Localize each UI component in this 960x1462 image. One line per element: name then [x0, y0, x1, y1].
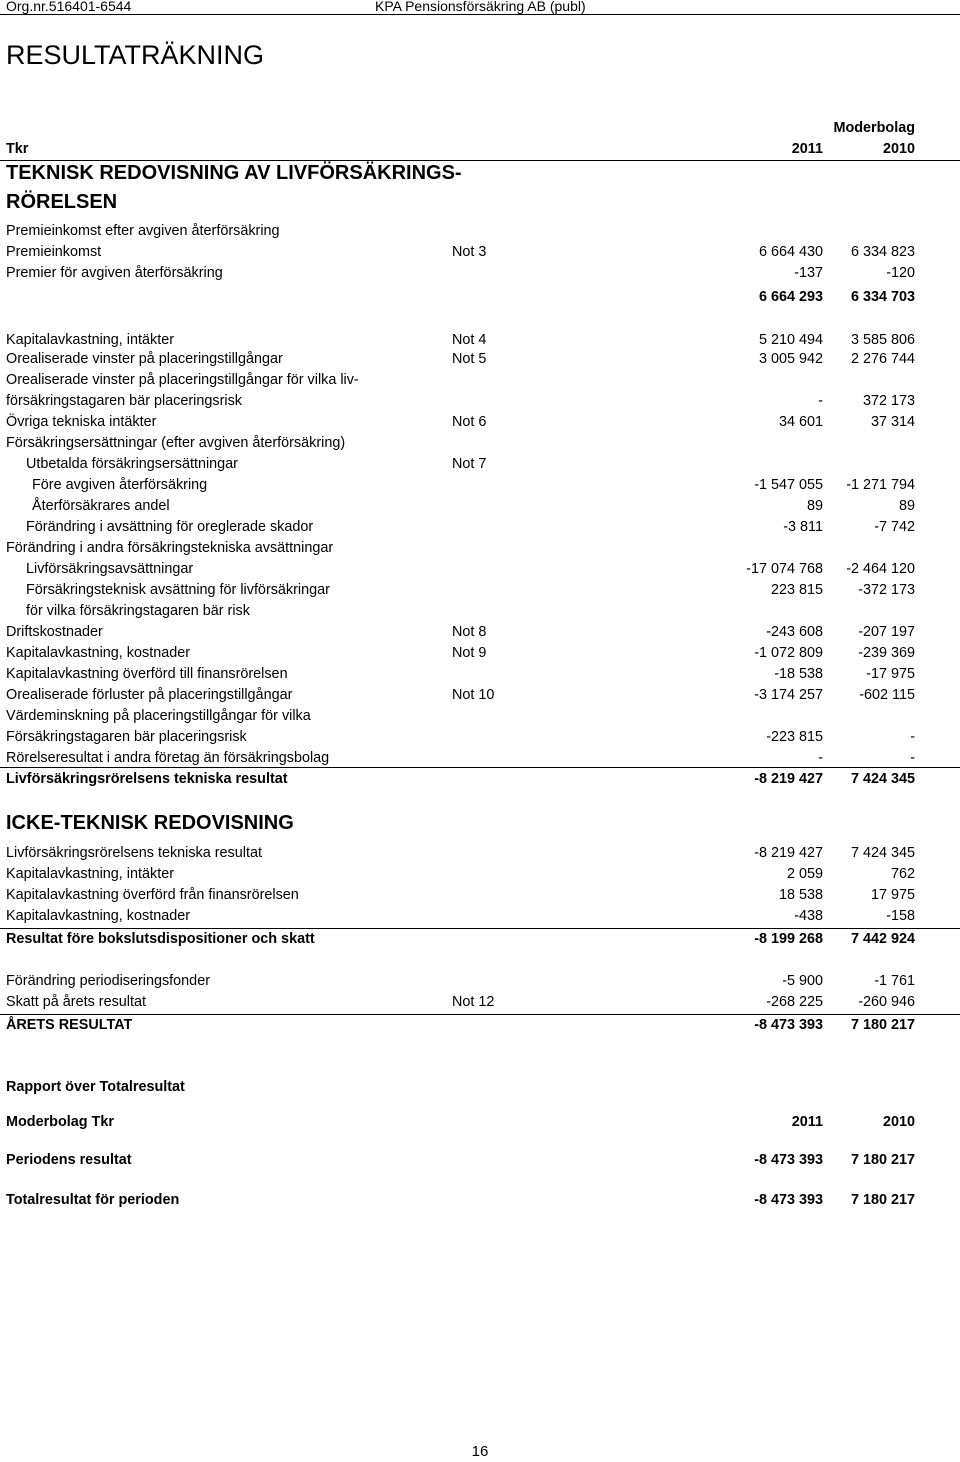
value-2011: -3 811 — [783, 519, 823, 535]
column-group-header — [0, 118, 960, 139]
value-2011: -8 219 427 — [754, 771, 823, 787]
row-label: ÅRETS RESULTAT — [6, 1017, 133, 1033]
row-label: Livförsäkringsrörelsens tekniska resultat — [6, 845, 262, 861]
value-2010: 2010 — [882, 1114, 915, 1130]
value-2011: -3 174 257 — [754, 687, 823, 703]
value-2010: -602 115 — [859, 687, 915, 703]
row-label: Kapitalavkastning överförd från finansrörelsen — [6, 887, 299, 903]
row-note: Not 5 — [452, 351, 487, 367]
value-2011: 3 005 942 — [758, 351, 823, 367]
row-label: Kapitalavkastning, intäkter — [6, 332, 174, 348]
table-row — [0, 1112, 960, 1133]
table-row — [0, 559, 960, 580]
table-row — [0, 580, 960, 601]
org-number: Org.nr.516401-6544 — [6, 0, 132, 14]
row-note: Not 4 — [452, 332, 487, 348]
table-row — [0, 330, 960, 351]
row-label: Orealiserade förluster på placeringstillgångar — [6, 687, 293, 703]
value-2010: -2 464 120 — [846, 561, 915, 577]
table-row — [0, 1150, 960, 1171]
row-note: Not 10 — [452, 687, 495, 703]
value-2010: -260 946 — [858, 994, 915, 1010]
table-row — [0, 885, 960, 906]
pretax-rule — [0, 928, 960, 929]
table-row — [0, 538, 960, 559]
company-name: KPA Pensionsförsäkring AB (publ) — [375, 0, 586, 14]
value-2011: -8 473 393 — [754, 1192, 823, 1208]
value-2011: -5 900 — [782, 973, 823, 989]
column-header-row — [0, 139, 960, 160]
value-2010: - — [910, 729, 915, 745]
value-2011: -8 473 393 — [754, 1152, 823, 1168]
row-label: Premier för avgiven återförsäkring — [6, 265, 223, 281]
table-row — [0, 601, 960, 622]
year-2010-header: 2010 — [882, 141, 915, 157]
table-row — [0, 496, 960, 517]
section-title-non-technical: ICKE-TEKNISK REDOVISNING — [6, 812, 294, 834]
value-2011: -8 199 268 — [754, 931, 823, 947]
value-2011: 34 601 — [778, 414, 823, 430]
value-2011: -243 608 — [766, 624, 823, 640]
value-2010: -158 — [886, 908, 915, 924]
value-2010: 7 180 217 — [850, 1192, 915, 1208]
value-2010: 762 — [890, 866, 915, 882]
column-group-label: Moderbolag — [833, 120, 915, 136]
row-label: Driftskostnader — [6, 624, 103, 640]
row-label: försäkringstagaren bär placeringsrisk — [6, 393, 242, 409]
row-label: Premieinkomst efter avgiven återförsäkring — [6, 223, 280, 239]
row-label: Skatt på årets resultat — [6, 994, 146, 1010]
row-label: Kapitalavkastning, kostnader — [6, 645, 190, 661]
row-label: Förändring i avsättning för oreglerade skador — [26, 519, 314, 535]
value-2010: -1 271 794 — [846, 477, 915, 493]
table-row — [0, 475, 960, 496]
value-2011: -1 072 809 — [754, 645, 823, 661]
row-label: för vilka försäkringstagaren bär risk — [26, 603, 250, 619]
table-row — [0, 643, 960, 664]
value-2011: -8 219 427 — [754, 845, 823, 861]
value-2011: - — [818, 393, 823, 409]
value-2010: 7 442 924 — [850, 931, 915, 947]
technical-total-rule — [0, 767, 960, 768]
value-2010: 17 975 — [870, 887, 915, 903]
table-row — [0, 864, 960, 885]
row-note: Not 9 — [452, 645, 487, 661]
row-label: Periodens resultat — [6, 1152, 132, 1168]
row-label: Försäkringstagaren bär placeringsrisk — [6, 729, 247, 745]
value-2010: -1 761 — [874, 973, 915, 989]
table-row — [0, 622, 960, 643]
table-row — [0, 1077, 960, 1098]
table-row — [0, 412, 960, 433]
value-2010: 89 — [898, 498, 915, 514]
page-title: RESULTATRÄKNING — [6, 40, 265, 70]
value-2011: -137 — [794, 265, 823, 281]
table-row — [0, 287, 960, 308]
row-label: Rapport över Totalresultat — [6, 1079, 185, 1095]
row-label: Kapitalavkastning överförd till finansrörelsen — [6, 666, 288, 682]
value-2011: 2011 — [791, 1114, 823, 1130]
table-row — [0, 748, 960, 769]
section-title-technical-line2: RÖRELSEN — [6, 191, 118, 213]
table-row — [0, 843, 960, 864]
value-2010: 3 585 806 — [850, 332, 915, 348]
value-2010: 372 173 — [862, 393, 915, 409]
page-number: 16 — [471, 1443, 489, 1460]
table-row — [0, 454, 960, 475]
value-2010: 6 334 703 — [850, 289, 915, 305]
row-label: Kapitalavkastning, intäkter — [6, 866, 174, 882]
value-2011: -17 074 768 — [746, 561, 823, 577]
value-2011: 6 664 293 — [758, 289, 823, 305]
value-2010: 7 180 217 — [850, 1152, 915, 1168]
value-2011: 18 538 — [778, 887, 823, 903]
net-result-rule — [0, 1014, 960, 1015]
table-row — [0, 906, 960, 927]
value-2011: 2 059 — [786, 866, 823, 882]
table-row — [0, 685, 960, 706]
value-2011: 89 — [806, 498, 823, 514]
row-label: Totalresultat för perioden — [6, 1192, 180, 1208]
row-label: Försäkringsteknisk avsättning för livförsäkringar — [26, 582, 330, 598]
table-row — [0, 992, 960, 1013]
row-label: Försäkringsersättningar (efter avgiven återförsäkring) — [6, 435, 346, 451]
value-2011: -8 473 393 — [754, 1017, 823, 1033]
row-label: Livförsäkringsrörelsens tekniska resultat — [6, 771, 288, 787]
value-2010: -372 173 — [858, 582, 915, 598]
table-row — [0, 349, 960, 370]
value-2010: 7 180 217 — [850, 1017, 915, 1033]
value-2011: -438 — [794, 908, 823, 924]
value-2010: -7 742 — [874, 519, 915, 535]
unit-label: Tkr — [6, 141, 29, 157]
row-label: Före avgiven återförsäkring — [32, 477, 208, 493]
table-row — [0, 706, 960, 727]
table-row — [0, 370, 960, 391]
value-2010: 6 334 823 — [850, 244, 915, 260]
row-label: Premieinkomst — [6, 244, 102, 260]
value-2011: -18 538 — [774, 666, 823, 682]
value-2010: 7 424 345 — [850, 845, 915, 861]
value-2011: 223 815 — [770, 582, 823, 598]
table-row — [0, 1190, 960, 1211]
table-row — [0, 391, 960, 412]
value-2010: 37 314 — [870, 414, 915, 430]
row-label: Rörelseresultat i andra företag än försäkringsbolag — [6, 750, 330, 766]
row-label: Orealiserade vinster på placeringstillgångar — [6, 351, 283, 367]
value-2011: -223 815 — [766, 729, 823, 745]
row-note: Not 3 — [452, 244, 487, 260]
table-row — [0, 221, 960, 242]
table-row — [0, 929, 960, 950]
row-label: Resultat före bokslutsdispositioner och skatt — [6, 931, 315, 947]
year-2011-header: 2011 — [791, 141, 823, 157]
row-note: Not 8 — [452, 624, 487, 640]
table-row — [0, 433, 960, 454]
value-2011: -1 547 055 — [754, 477, 823, 493]
value-2010: -207 197 — [858, 624, 915, 640]
row-label: Utbetalda försäkringsersättningar — [26, 456, 238, 472]
page-header — [0, 0, 960, 15]
table-row — [0, 971, 960, 992]
value-2011: 5 210 494 — [758, 332, 823, 348]
row-label: Livförsäkringsavsättningar — [26, 561, 194, 577]
row-label: Kapitalavkastning, kostnader — [6, 908, 190, 924]
row-label: Återförsäkrares andel — [32, 498, 170, 514]
table-row — [0, 517, 960, 538]
value-2010: 7 424 345 — [850, 771, 915, 787]
value-2010: -239 369 — [858, 645, 915, 661]
table-row — [0, 664, 960, 685]
table-row — [0, 727, 960, 748]
table-row — [0, 769, 960, 790]
row-label: Övriga tekniska intäkter — [6, 414, 157, 430]
row-label: Förändring i andra försäkringstekniska avsättningar — [6, 540, 334, 556]
value-2010: -17 975 — [866, 666, 915, 682]
row-label: Moderbolag Tkr — [6, 1114, 114, 1130]
value-2011: -268 225 — [766, 994, 823, 1010]
value-2011: 6 664 430 — [758, 244, 823, 260]
value-2010: - — [910, 750, 915, 766]
value-2010: -120 — [886, 265, 915, 281]
row-label: Orealiserade vinster på placeringstillgångar för vilka liv- — [6, 372, 359, 388]
value-2010: 2 276 744 — [850, 351, 915, 367]
table-row — [0, 1015, 960, 1036]
value-2011: - — [818, 750, 823, 766]
table-row — [0, 242, 960, 263]
row-note: Not 7 — [452, 456, 487, 472]
table-row — [0, 263, 960, 284]
section-title-technical-line1: TEKNISK REDOVISNING AV LIVFÖRSÄKRINGS- — [6, 162, 462, 184]
row-label: Förändring periodiseringsfonder — [6, 973, 210, 989]
row-note: Not 12 — [452, 994, 495, 1010]
row-note: Not 6 — [452, 414, 487, 430]
row-label: Värdeminskning på placeringstillgångar för vilka — [6, 708, 311, 724]
